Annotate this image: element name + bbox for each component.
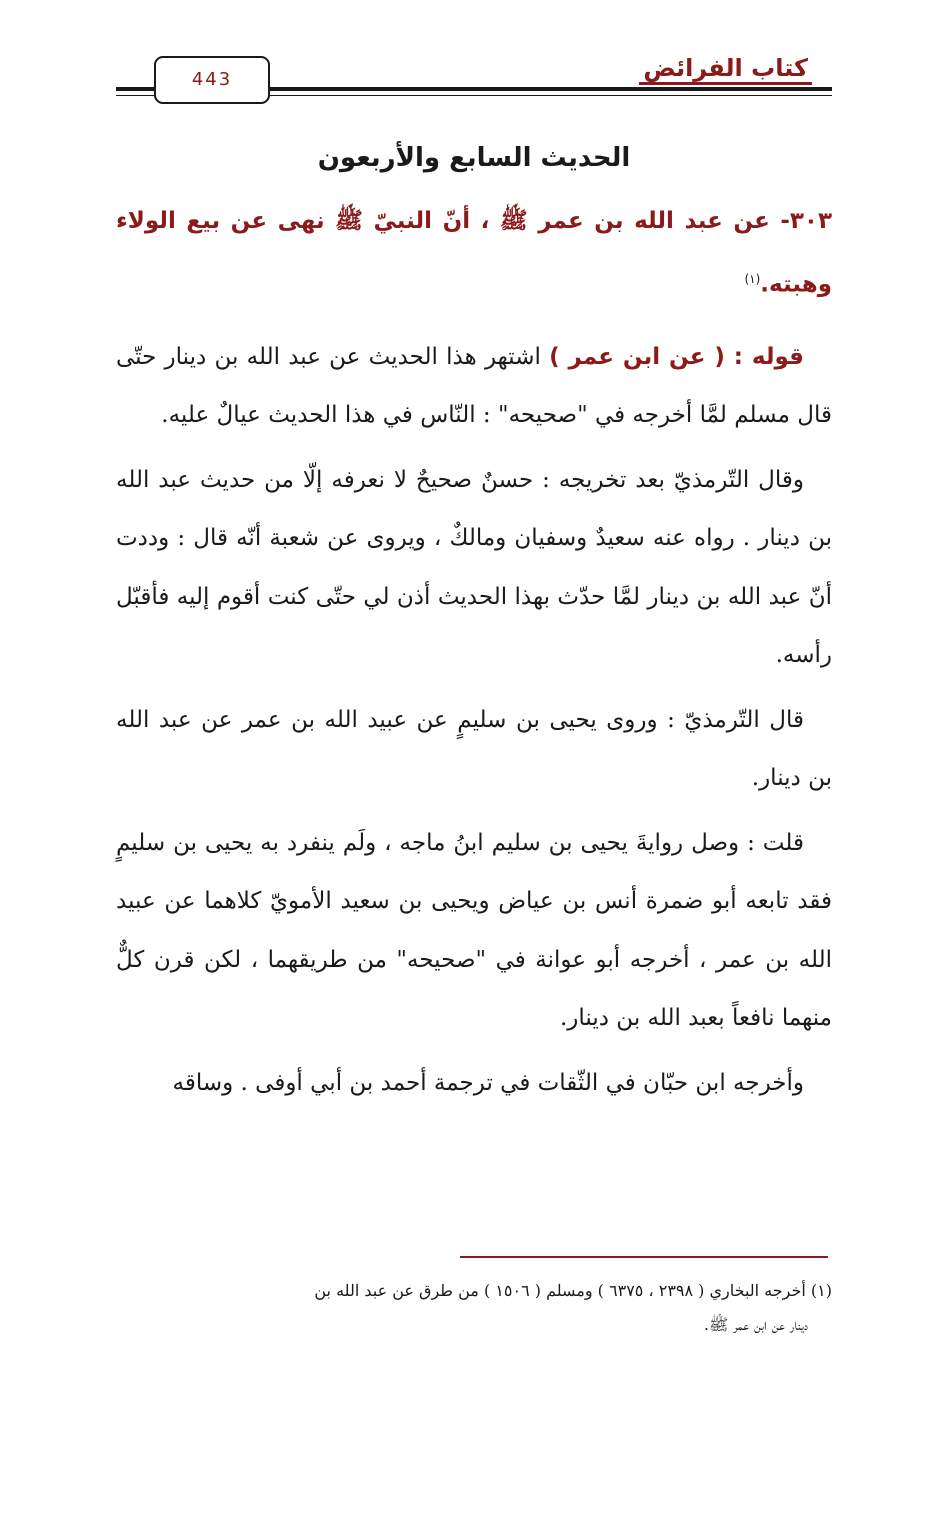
- footnote-separator: [460, 1256, 828, 1258]
- paragraph-1: [116, 328, 832, 445]
- page-body: [116, 130, 832, 1118]
- hadith-text: [116, 192, 832, 314]
- page-number: 443: [154, 56, 270, 104]
- footnote-line-1: (١) أخرجه البخاري ( ٢٣٩٨ ، ٦٣٧٥ ) ومسلم ( ١٥٠٦ ) من طرق عن عبد الله بن: [314, 1281, 832, 1300]
- footnote-ref: (١): [744, 272, 761, 286]
- book-title: كتاب الفرائض: [639, 54, 812, 85]
- footnote-line-2: دينار عن ابن عمر ﷺ.: [703, 1315, 808, 1334]
- paragraph-text: وأخرجه ابن حبّان في الثّقات في ترجمة أحمد بن أبي أوفى . وساقه: [172, 1069, 804, 1096]
- paragraph-3: [116, 691, 832, 808]
- hadith-body: ٣٠٣- عن عبد الله بن عمر ﷺ ، أنّ النبيّ ﷺ نهى عن بيع الولاء وهبته.: [116, 208, 832, 298]
- paragraph-text: قلت : وصل روايةَ يحيى بن سليم ابنُ ماجه ، ولَم ينفرد به يحيى بن سليمٍ فقد تابعه أبو ضمرة أنس بن عياض ويحيى بن سعيد الأمويّ كلاهما عن عبيد الله بن عمر ، أخرجه أبو عوانة في "صحيحه" من طريقهما ، لكن قرن كلٌّ منهما نافعاً بعبد الله بن دينار.: [116, 829, 832, 1032]
- paragraph-text: وقال التّرمذيّ بعد تخريجه : حسنٌ صحيحٌ لا نعرفه إلّا من حديث عبد الله بن دينار . رواه عنه سعيدٌ وسفيان ومالكٌ ، ويروى عن شعبة أنّه قال : وددت أنّ عبد الله بن دينار لمَّا حدّث بهذا الحديث أذن لي حتّى كنت أقوم إليه فأقبّل رأسه.: [116, 466, 832, 669]
- hadith-heading: الحديث السابع والأربعون: [317, 143, 631, 173]
- page-header: [116, 54, 832, 104]
- paragraph-2: [116, 451, 832, 685]
- paragraph-text: اشتهر هذا الحديث عن عبد الله بن دينار حتّى قال مسلم لمَّا أخرجه في "صحيحه" : النّاس في هذا الحديث عيالٌ عليه.: [116, 343, 832, 429]
- paragraph-lead: قوله : ( عن ابن عمر ): [549, 343, 804, 370]
- paragraph-5: [116, 1054, 832, 1113]
- footnote: [116, 1274, 832, 1342]
- paragraph-text: قال التّرمذيّ : وروى يحيى بن سليمٍ عن عبيد الله بن عمر عن عبد الله بن دينار.: [116, 706, 832, 792]
- paragraph-4: [116, 814, 832, 1048]
